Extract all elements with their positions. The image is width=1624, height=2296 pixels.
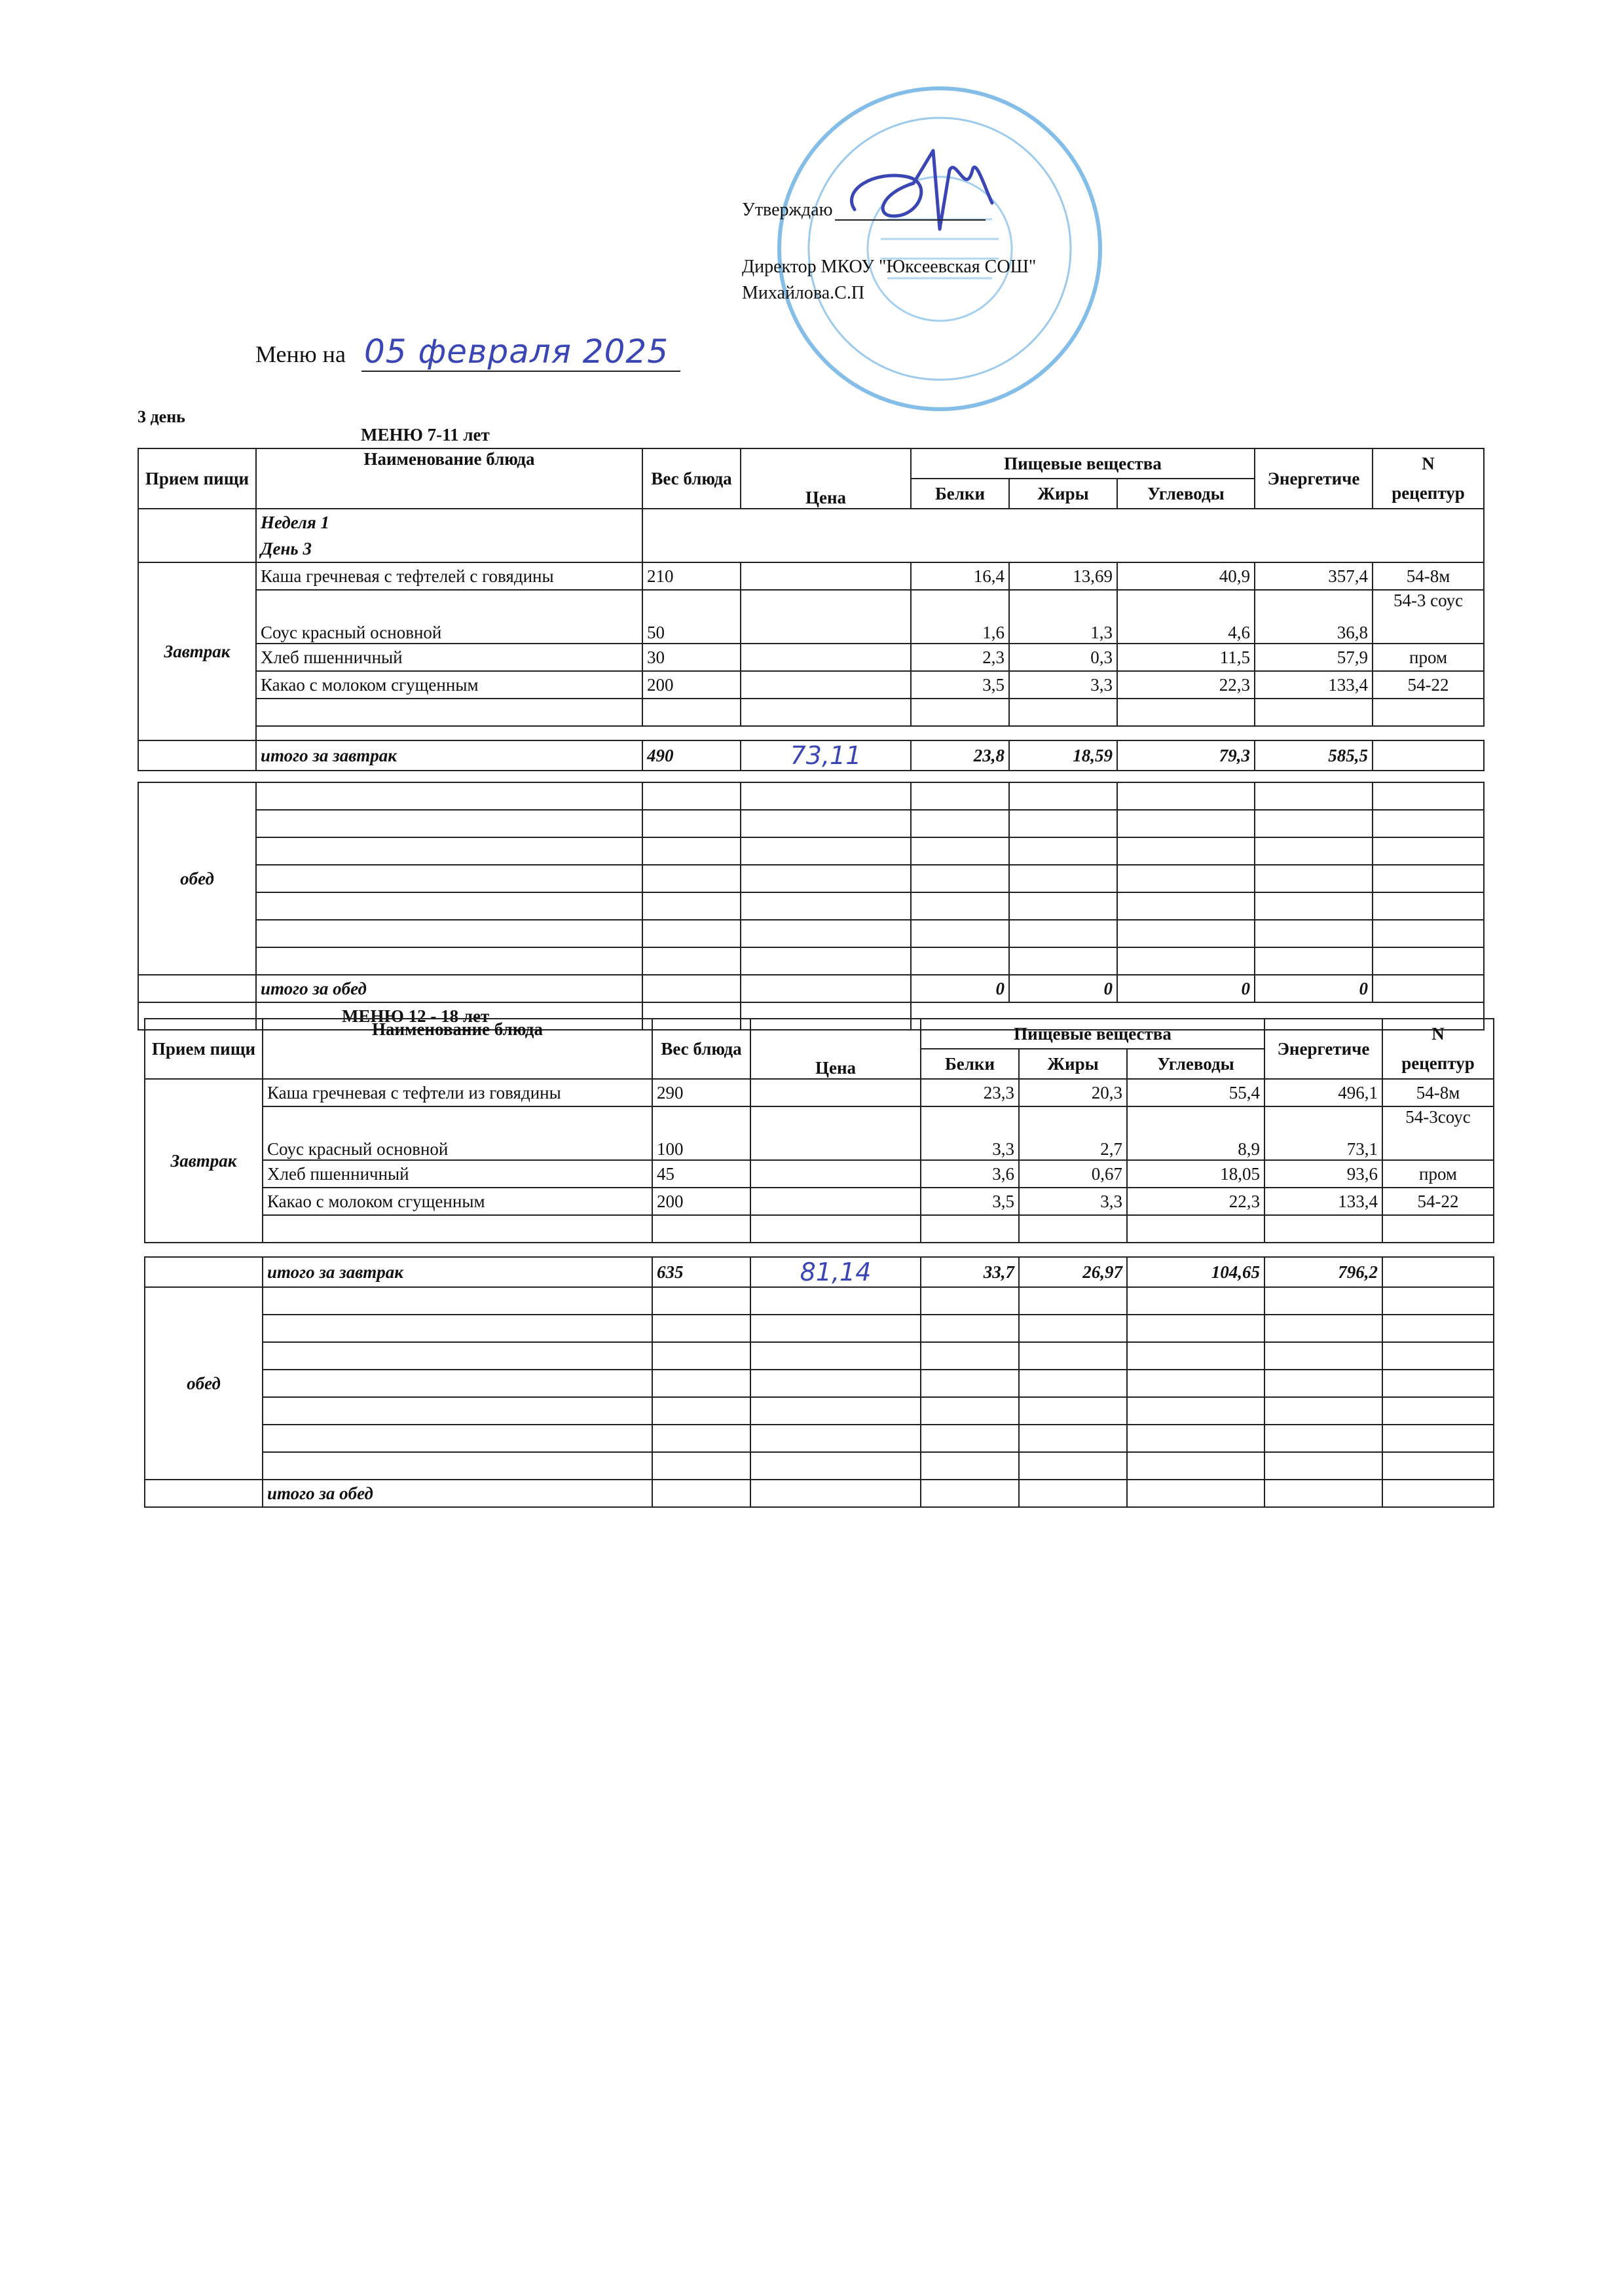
col-carbs-header: Углеводы [1127, 1049, 1264, 1079]
director-name: Михайлова.С.П [742, 283, 865, 303]
col-protein-header: Белки [921, 1049, 1019, 1079]
dish-protein: 16,4 [911, 562, 1009, 590]
empty-row [145, 1215, 1494, 1243]
lunch-row [138, 782, 1484, 810]
breakfast-total-row [145, 1257, 1494, 1287]
menu2-title: МЕНЮ 12 - 18 лет [256, 1002, 642, 1030]
breakfast-label: Завтрак [145, 1079, 263, 1243]
col-energy-header: Энергетиче [1264, 1019, 1382, 1079]
breakfast-total-carbs: 79,3 [1117, 740, 1255, 771]
col-recipe-n-header: N [1373, 448, 1484, 479]
col-recipe-n-header: N [1382, 1019, 1494, 1049]
table-row [145, 1188, 1494, 1215]
dish-energy: 357,4 [1255, 562, 1373, 590]
lunch-total-carbs: 0 [1117, 975, 1255, 1002]
round-seal-icon [769, 79, 1110, 419]
dish-fat: 0,3 [1009, 644, 1117, 671]
lunch-total-protein: 0 [911, 975, 1009, 1002]
col-protein-header: Белки [911, 479, 1009, 509]
menu-title-row [138, 422, 1484, 448]
lunch-total-row [145, 1480, 1494, 1507]
menu-table-12-18 [144, 1018, 1494, 1508]
dish-carbs: 40,9 [1117, 562, 1255, 590]
breakfast-total-fat: 18,59 [1009, 740, 1117, 771]
breakfast-total-price: 81,14 [750, 1257, 921, 1287]
col-nutrients-header: Пищевые вещества [921, 1019, 1264, 1049]
dish-fat: 2,7 [1019, 1106, 1127, 1160]
dish-name: Хлеб пшенничный [263, 1160, 652, 1188]
col-weight-header: Вес блюда [652, 1019, 750, 1079]
breakfast-total-energy: 585,5 [1255, 740, 1373, 771]
dish-carbs: 22,3 [1117, 671, 1255, 699]
dish-recipe: пром [1373, 644, 1484, 671]
dish-weight: 50 [642, 590, 741, 644]
dish-protein: 2,3 [911, 644, 1009, 671]
dish-energy: 133,4 [1264, 1188, 1382, 1215]
menu-date-label: Меню на [255, 341, 346, 367]
dish-energy: 133,4 [1255, 671, 1373, 699]
breakfast-total-weight: 635 [652, 1257, 750, 1287]
dish-recipe: 54-3соус [1382, 1106, 1494, 1160]
spacer-row [138, 726, 1484, 740]
dish-fat: 3,3 [1009, 671, 1117, 699]
col-energy-header: Энергетиче [1255, 448, 1373, 509]
table-row [138, 562, 1484, 590]
day-number: День 3 [256, 536, 642, 562]
dish-name: Каша гречневая с тефтелей с говядины [256, 562, 642, 590]
lunch-total-energy: 0 [1255, 975, 1373, 1002]
menu-title: МЕНЮ 7-11 лет [361, 424, 490, 445]
col-price-header: Цена [741, 448, 911, 509]
dish-carbs: 11,5 [1117, 644, 1255, 671]
lunch-row [145, 1342, 1494, 1370]
lunch-row [145, 1370, 1494, 1397]
menu-date-value: 05 февраля 2025 [361, 333, 680, 372]
approve-line [742, 200, 986, 221]
dish-weight: 290 [652, 1079, 750, 1106]
dish-name: Хлеб пшенничный [256, 644, 642, 671]
breakfast-label: Завтрак [138, 562, 256, 740]
dish-protein: 1,6 [911, 590, 1009, 644]
dish-weight: 200 [652, 1188, 750, 1215]
breakfast-total-protein: 33,7 [921, 1257, 1019, 1287]
dish-weight: 200 [642, 671, 741, 699]
dish-fat: 0,67 [1019, 1160, 1127, 1188]
header-row-1 [145, 1019, 1494, 1049]
lunch-row [138, 920, 1484, 947]
dish-name: Какао с молоком сгущенным [263, 1188, 652, 1215]
breakfast-total-fat: 26,97 [1019, 1257, 1127, 1287]
week-label: Неделя 1 [256, 509, 642, 536]
col-recipe-header: рецептур [1382, 1049, 1494, 1079]
approve-label: Утверждаю [742, 200, 833, 220]
lunch-label: обед [145, 1287, 263, 1480]
dish-protein: 3,3 [921, 1106, 1019, 1160]
dish-recipe: пром [1382, 1160, 1494, 1188]
dish-protein: 23,3 [921, 1079, 1019, 1106]
signature-icon [835, 131, 999, 242]
table-row [145, 1079, 1494, 1106]
breakfast-total-weight: 490 [642, 740, 741, 771]
dish-name: Соус красный основной [256, 590, 642, 644]
dish-name: Соус красный основной [263, 1106, 652, 1160]
col-dish-header: Наименование блюда [263, 1019, 652, 1079]
dish-weight: 210 [642, 562, 741, 590]
dish-weight: 100 [652, 1106, 750, 1160]
dish-carbs: 4,6 [1117, 590, 1255, 644]
dish-name: Каша гречневая с тефтели из говядины [263, 1079, 652, 1106]
breakfast-total-row [138, 740, 1484, 771]
breakfast-total-label: итого за завтрак [263, 1257, 652, 1287]
table-row [145, 1106, 1494, 1160]
dish-weight: 45 [652, 1160, 750, 1188]
dish-energy: 73,1 [1264, 1106, 1382, 1160]
header-row-1 [138, 448, 1484, 479]
menu-table-7-11 [138, 422, 1485, 1030]
spacer-row [138, 771, 1484, 782]
table-row [138, 590, 1484, 644]
col-meal-header: Прием пищи [138, 448, 256, 509]
dish-protein: 3,5 [911, 671, 1009, 699]
lunch-row [145, 1425, 1494, 1452]
dish-recipe: 54-8м [1373, 562, 1484, 590]
lunch-row [138, 810, 1484, 837]
dish-energy: 36,8 [1255, 590, 1373, 644]
spacer-row [145, 1243, 1494, 1257]
dish-energy: 496,1 [1264, 1079, 1382, 1106]
breakfast-total-price: 73,11 [741, 740, 911, 771]
col-fat-header: Жиры [1009, 479, 1117, 509]
dish-recipe: 54-22 [1382, 1188, 1494, 1215]
col-carbs-header: Углеводы [1117, 479, 1255, 509]
dish-recipe: 54-3 соус [1373, 590, 1484, 644]
dish-weight: 30 [642, 644, 741, 671]
col-nutrients-header: Пищевые вещества [911, 448, 1255, 479]
breakfast-total-label: итого за завтрак [256, 740, 642, 771]
lunch-row [145, 1287, 1494, 1315]
empty-row [138, 699, 1484, 726]
lunch-row [138, 947, 1484, 975]
table-row [138, 644, 1484, 671]
lunch-row [138, 837, 1484, 865]
col-meal-header: Прием пищи [145, 1019, 263, 1079]
table-row [138, 671, 1484, 699]
breakfast-total-protein: 23,8 [911, 740, 1009, 771]
col-weight-header: Вес блюда [642, 448, 741, 509]
week-row [138, 509, 1484, 536]
lunch-label: обед [138, 782, 256, 975]
col-recipe-header: рецептур [1373, 479, 1484, 509]
dish-protein: 3,5 [921, 1188, 1019, 1215]
lunch-row [138, 865, 1484, 892]
lunch-total-label: итого за обед [263, 1480, 652, 1507]
breakfast-total-carbs: 104,65 [1127, 1257, 1264, 1287]
dish-fat: 20,3 [1019, 1079, 1127, 1106]
dish-protein: 3,6 [921, 1160, 1019, 1188]
lunch-total-label: итого за обед [256, 975, 642, 1002]
dish-carbs: 55,4 [1127, 1079, 1264, 1106]
dish-recipe: 54-22 [1373, 671, 1484, 699]
col-fat-header: Жиры [1019, 1049, 1127, 1079]
dish-carbs: 18,05 [1127, 1160, 1264, 1188]
dish-energy: 93,6 [1264, 1160, 1382, 1188]
signature-line [835, 201, 986, 221]
lunch-row [145, 1315, 1494, 1342]
dish-carbs: 22,3 [1127, 1188, 1264, 1215]
dish-name: Какао с молоком сгущенным [256, 671, 642, 699]
table-row [145, 1160, 1494, 1188]
dish-carbs: 8,9 [1127, 1106, 1264, 1160]
dish-fat: 1,3 [1009, 590, 1117, 644]
dish-recipe: 54-8м [1382, 1079, 1494, 1106]
director-title: Директор МКОУ "Юксеевская СОШ" [742, 257, 1037, 277]
col-dish-header: Наименование блюда [256, 448, 642, 509]
dish-fat: 13,69 [1009, 562, 1117, 590]
col-price-header: Цена [750, 1019, 921, 1079]
breakfast-total-energy: 796,2 [1264, 1257, 1382, 1287]
lunch-total-fat: 0 [1009, 975, 1117, 1002]
day-label: 3 день [138, 407, 185, 426]
lunch-row [145, 1397, 1494, 1425]
lunch-row [145, 1452, 1494, 1480]
dish-fat: 3,3 [1019, 1188, 1127, 1215]
lunch-total-row [138, 975, 1484, 1002]
dish-energy: 57,9 [1255, 644, 1373, 671]
lunch-row [138, 892, 1484, 920]
